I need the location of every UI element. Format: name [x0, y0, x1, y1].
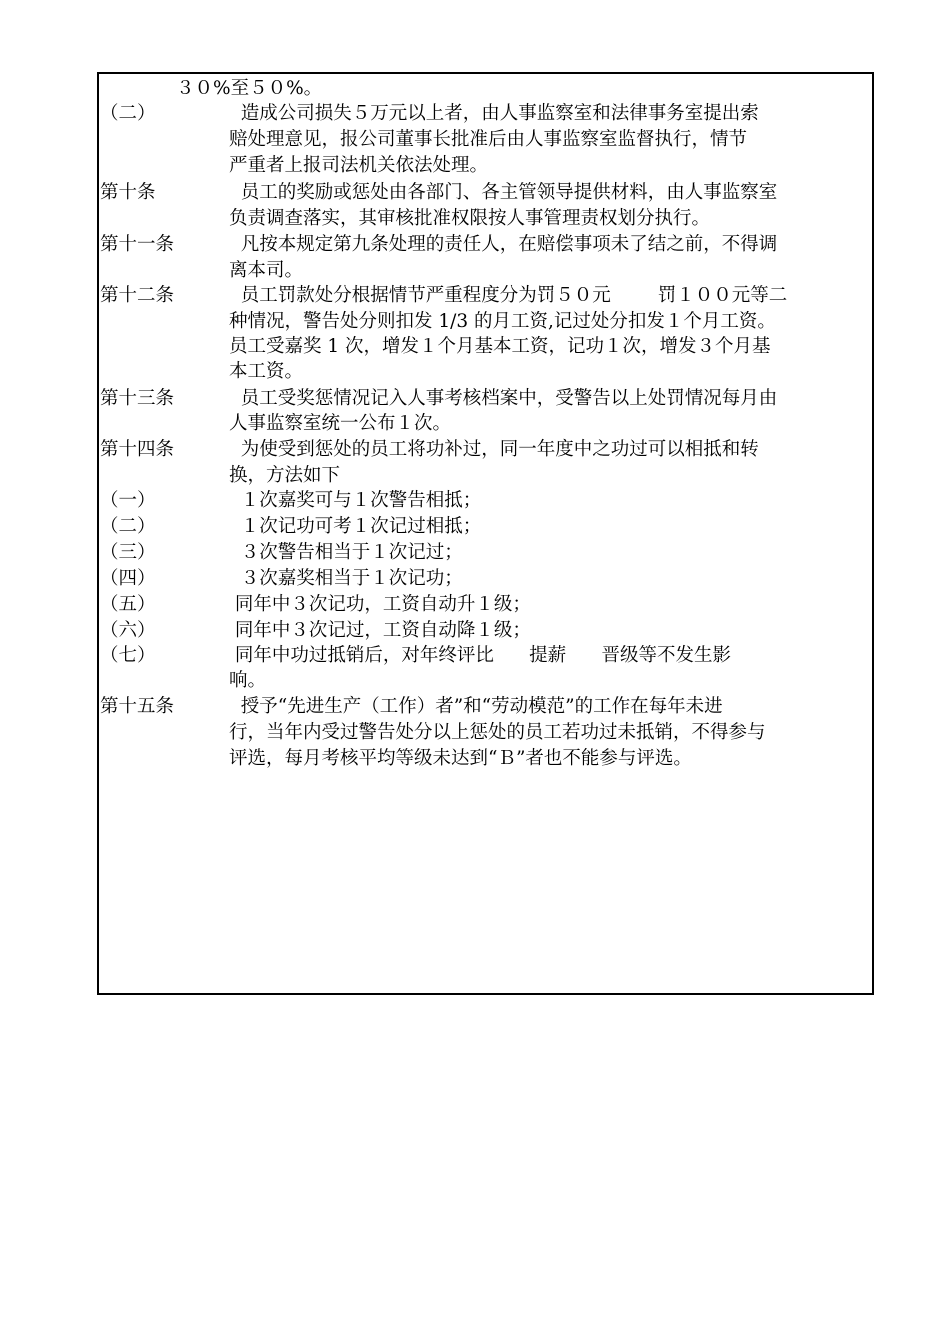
clause-label: 第十五条 [100, 696, 175, 717]
clause-label: （二） [100, 103, 156, 124]
clause-text: １次嘉奖可与１次警告相抵； [229, 490, 482, 511]
clause-text: 同年中３次记过，工资自动降１级； [229, 620, 531, 641]
clause-text: 人事监察室统一公布１次。 [229, 413, 452, 434]
clause-text: １次记功可考１次记过相抵； [229, 516, 482, 537]
clause-text: 响。 [229, 670, 267, 691]
clause-text: ３次警告相当于１次记过； [229, 542, 463, 563]
clause-text: 换，方法如下 [229, 465, 341, 486]
clause-text: ３次嘉奖相当于１次记功； [229, 568, 463, 589]
clause-text: 造成公司损失５万元以上者，由人事监察室和法律事务室提出索 [229, 103, 759, 124]
clause-text: 员工受奖惩情况记入人事考核档案中，受警告以上处罚情况每月由 [229, 388, 778, 409]
clause-text: ３０%至５０%。 [176, 78, 323, 99]
clause-text: 授予“先进生产（工作）者”和“劳动模范”的工作在每年未进 [229, 696, 723, 717]
clause-label: （一） [100, 490, 156, 511]
clause-text: 离本司。 [229, 260, 304, 281]
clause-text: 种情况，警告处分则扣发 1/3 的月工资,记过处分扣发１个月工资。 [229, 311, 776, 332]
clause-label: 第十四条 [100, 439, 175, 460]
clause-text: 为使受到惩处的员工将功补过，同一年度中之功过可以相抵和转 [229, 439, 759, 460]
clause-text: 员工受嘉奖 1 次，增发１个月基本工资，记功１次，增发３个月基 [229, 336, 771, 357]
clause-label: （四） [100, 568, 156, 589]
clause-label: 第十条 [100, 182, 156, 203]
clause-label: 第十二条 [100, 285, 175, 306]
clause-text: 本工资。 [229, 361, 304, 382]
clause-label: 第十三条 [100, 388, 175, 409]
clause-label: （六） [100, 620, 156, 641]
clause-label: 第十一条 [100, 234, 175, 255]
clause-label: （七） [100, 645, 156, 666]
clause-text: 同年中３次记功，工资自动升１级； [229, 594, 531, 615]
clause-text: 凡按本规定第九条处理的责任人，在赔偿事项未了结之前，不得调 [229, 234, 778, 255]
clause-label: （三） [100, 542, 156, 563]
clause-label: （五） [100, 594, 156, 615]
clause-text: 行，当年内受过警告处分以上惩处的员工若功过未抵销，不得参与 [229, 722, 766, 743]
clause-text: 负责调查落实，其审核批准权限按人事管理责权划分执行。 [229, 208, 711, 229]
clause-text: 评选，每月考核平均等级未达到“Ｂ”者也不能参与评选。 [229, 748, 692, 769]
clause-text: 同年中功过抵销后，对年终评比 提薪 晋级等不发生影 [229, 645, 731, 666]
clause-text: 员工罚款处分根据情节严重程度分为罚５０元 罚１００元等二 [229, 285, 788, 306]
clause-text: 严重者上报司法机关依法处理。 [229, 155, 489, 176]
clause-text: 员工的奖励或惩处由各部门、各主管领导提供材料，由人事监察室 [229, 182, 778, 203]
clause-text: 赔处理意见，报公司董事长批准后由人事监察室监督执行，情节 [229, 129, 748, 150]
clause-label: （二） [100, 516, 156, 537]
